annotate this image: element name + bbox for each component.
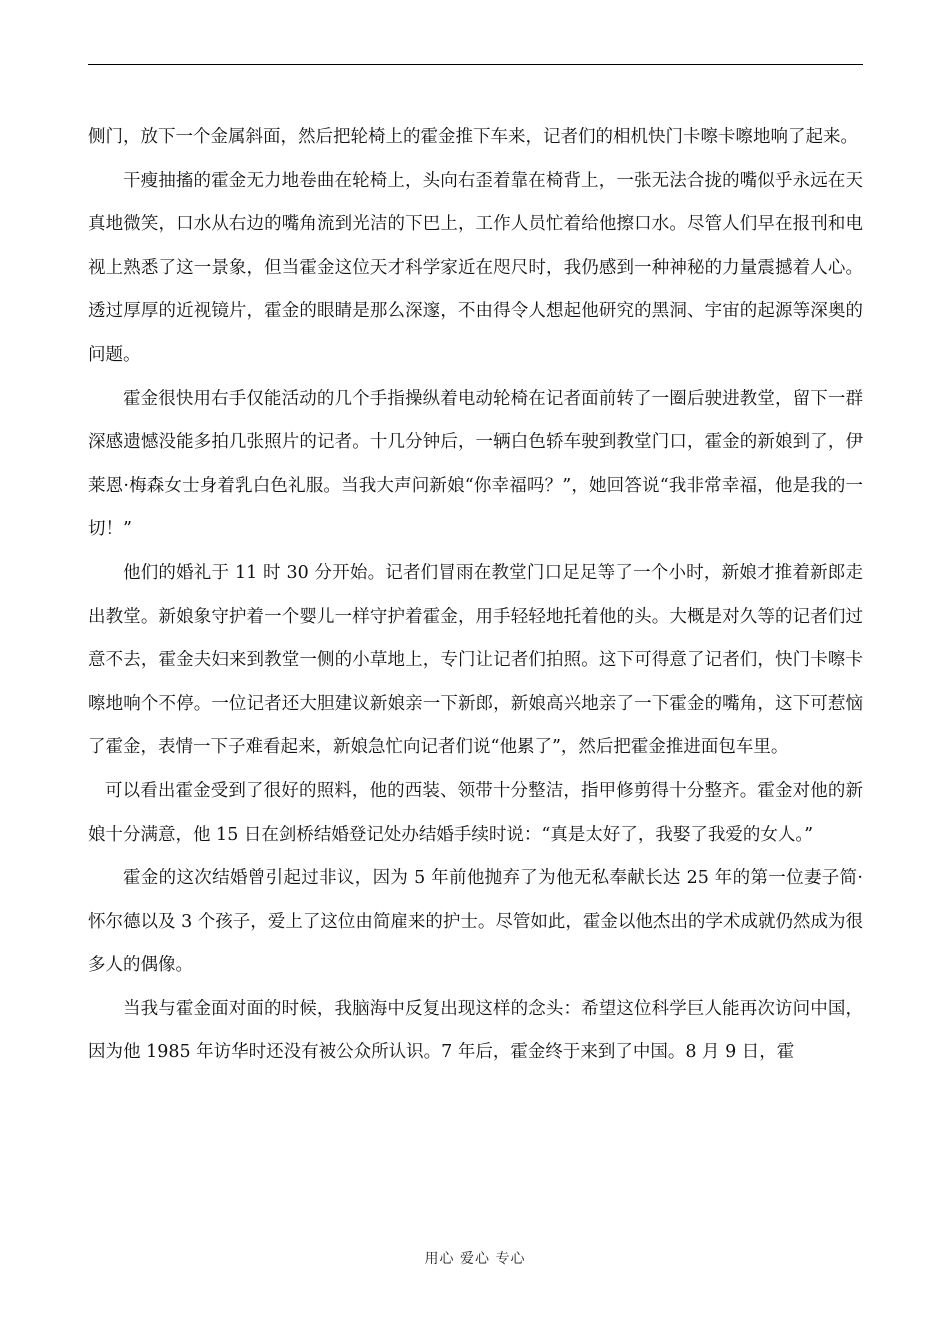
document-body: [88, 116, 863, 1075]
paragraph-1: 侧门，放下一个金属斜面，然后把轮椅上的霍金推下车来，记者们的相机快门卡嚓卡嚓地响了起来。: [88, 127, 858, 147]
page-footer: 用心 爱心 专心: [424, 1251, 526, 1267]
paragraph-7: 当我与霍金面对面的时候，我脑海中反复出现这样的念头：希望这位科学巨人能再次访问中国，因为他 1985 年访华时还没有被公众所认识。7 年后，霍金终于来到了中国。8 月 9 日，霍: [88, 998, 863, 1063]
paragraph-4: 他们的婚礼于 11 时 30 分开始。记者们冒雨在教堂门口足足等了一个小时，新娘才推着新郎走出教堂。新娘象守护着一个婴儿一样守护着霍金，用手轻轻地托着他的头。大概是对久等的记者们过意不去，霍金夫妇来到教堂一侧的小草地上，专门让记者们拍照。这下可得意了记者们，快门卡嚓卡嚓地响个不停。一位记者还大胆建议新娘亲一下新郎，新娘高兴地亲了一下霍金的嘴角，这下可惹恼了霍金，表情一下子难看起来，新娘急忙向记者们说“他累了”，然后把霍金推进面包车里。: [88, 562, 863, 758]
paragraph-2: 干瘦抽搐的霍金无力地卷曲在轮椅上，头向右歪着靠在椅背上，一张无法合拢的嘴似乎永远在天真地微笑，口水从右边的嘴角流到光洁的下巴上，工作人员忙着给他擦口水。尽管人们早在报刊和电视上熟悉了这一景象，但当霍金这位天才科学家近在咫尺时，我仍感到一种神秘的力量震撼着人心。透过厚厚的近视镜片，霍金的眼睛是那么深邃，不由得令人想起他研究的黑洞、宇宙的起源等深奥的问题。: [88, 170, 863, 365]
header-rule: [88, 64, 863, 65]
paragraph-3: 霍金很快用右手仅能活动的几个手指操纵着电动轮椅在记者面前转了一圈后驶进教堂，留下一群深感遗憾没能多拍几张照片的记者。十几分钟后，一辆白色轿车驶到教堂门口，霍金的新娘到了，伊莱恩·梅森女士身着乳白色礼服。当我大声问新娘“你幸福吗？”，她回答说“我非常幸福，他是我的一切！”: [88, 388, 863, 540]
paragraph-6: 霍金的这次结婚曾引起过非议，因为 5 年前他抛弃了为他无私奉献长达 25 年的第一位妻子简·怀尔德以及 3 个孩子，爱上了这位由简雇来的护士。尽管如此，霍金以他杰出的学术成就仍然成为很多人的偶像。: [88, 868, 863, 976]
paragraph-5: 可以看出霍金受到了很好的照料，他的西装、领带十分整洁，指甲修剪得十分整齐。霍金对他的新娘十分满意，他 15 日在剑桥结婚登记处办结婚手续时说：“真是太好了，我娶了我爱的女人。”: [88, 780, 863, 845]
